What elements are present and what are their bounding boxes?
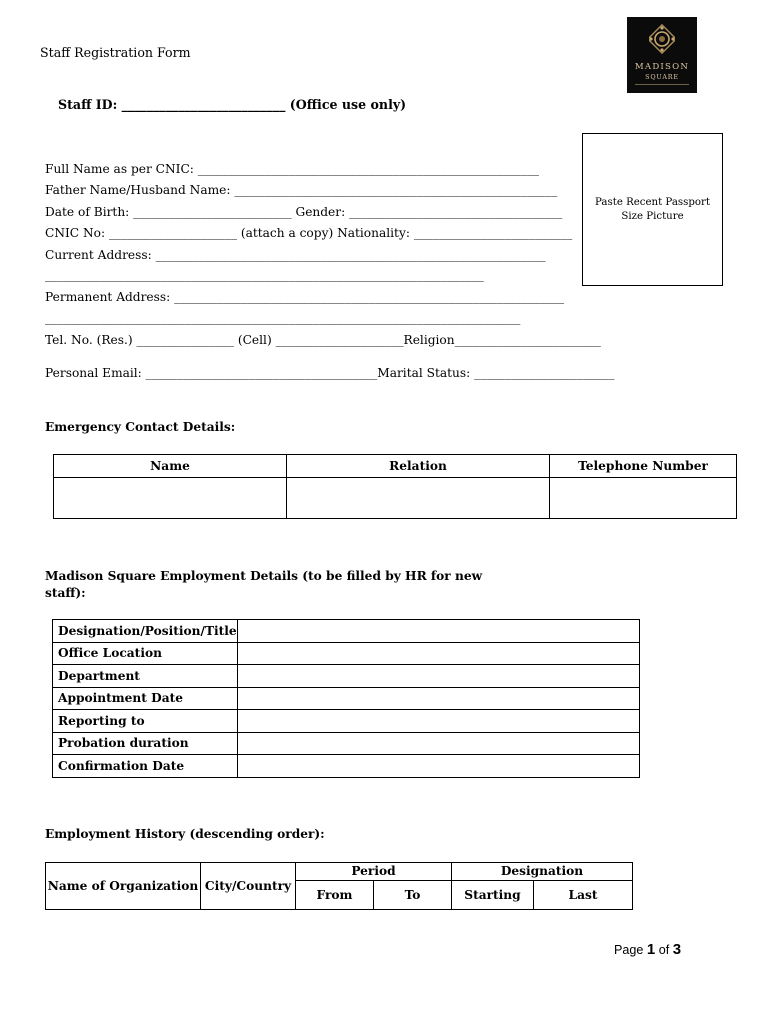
history-group-period: Period xyxy=(296,863,452,881)
page-current: 1 xyxy=(646,941,656,958)
history-heading: Employment History (descending order): xyxy=(45,827,325,841)
employment-value-cell[interactable] xyxy=(237,620,639,643)
current-address-field[interactable]: Current Address: ________________________________________________________________ xyxy=(45,248,546,262)
employment-details-table xyxy=(52,619,640,778)
logo-divider xyxy=(635,84,689,85)
employment-value-cell[interactable] xyxy=(237,710,639,733)
cnic-nationality-field[interactable]: CNIC No: _____________________ (attach a copy) Nationality: __________________________ xyxy=(45,226,573,240)
emergency-name-cell[interactable] xyxy=(54,478,287,519)
employment-heading-line1: Madison Square Employment Details (to be filled by HR for new xyxy=(45,569,483,583)
employment-label: Probation duration xyxy=(53,732,238,755)
logo-brand-text: MADISON xyxy=(634,62,690,72)
current-address-line2[interactable]: ________________________________________________________________________ xyxy=(45,268,484,282)
page-of: of xyxy=(655,943,673,957)
emergency-col-telephone: Telephone Number xyxy=(550,455,737,478)
history-col-starting: Starting xyxy=(452,880,534,909)
ornament-logo-icon xyxy=(649,24,675,58)
emergency-col-name: Name xyxy=(54,455,287,478)
employment-heading-line2: staff): xyxy=(45,586,86,600)
dob-gender-field[interactable]: Date of Birth: __________________________ Gender: ___________________________________ xyxy=(45,205,563,219)
employment-value-cell[interactable] xyxy=(237,732,639,755)
history-col-to: To xyxy=(374,880,452,909)
table-row xyxy=(53,687,640,710)
staff-id-label: Staff ID: xyxy=(58,97,118,112)
photo-box-text: Paste Recent Passport Size Picture xyxy=(595,196,710,222)
permanent-address-line2[interactable]: ______________________________________________________________________________ xyxy=(45,311,521,325)
page-total: 3 xyxy=(672,941,682,958)
permanent-address-field[interactable]: Permanent Address: ________________________________________________________________ xyxy=(45,290,565,304)
emergency-contact-table xyxy=(53,454,737,519)
table-row xyxy=(53,642,640,665)
employment-value-cell[interactable] xyxy=(237,687,639,710)
table-row xyxy=(53,665,640,688)
history-col-city: City/Country xyxy=(201,863,296,910)
employment-value-cell[interactable] xyxy=(237,665,639,688)
history-col-from: From xyxy=(296,880,374,909)
employment-label: Appointment Date xyxy=(53,687,238,710)
email-marital-field[interactable]: Personal Email: ______________________________________Marital Status: _______________________ xyxy=(45,366,615,380)
form-title: Staff Registration Form xyxy=(40,45,191,60)
history-col-organization: Name of Organization xyxy=(46,863,201,910)
emergency-relation-cell[interactable] xyxy=(287,478,550,519)
employment-label: Designation/Position/Title xyxy=(53,620,238,643)
telephone-religion-field[interactable]: Tel. No. (Res.) ________________ (Cell) _____________________Religion________________________ xyxy=(45,333,601,347)
history-group-designation: Designation xyxy=(452,863,633,881)
employment-value-cell[interactable] xyxy=(237,642,639,665)
employment-label: Department xyxy=(53,665,238,688)
table-row xyxy=(53,732,640,755)
emergency-telephone-cell[interactable] xyxy=(550,478,737,519)
table-row xyxy=(53,620,640,643)
company-logo xyxy=(627,17,697,93)
logo-sub-text: SQUARE xyxy=(645,73,679,81)
page-number xyxy=(614,941,681,958)
page-word: Page xyxy=(614,943,647,957)
full-name-field[interactable]: Full Name as per CNIC: ________________________________________________________ xyxy=(45,162,540,176)
passport-photo-box[interactable] xyxy=(582,133,723,286)
employment-label: Office Location xyxy=(53,642,238,665)
staff-id-field[interactable] xyxy=(58,97,406,112)
staff-id-note: (Office use only) xyxy=(289,97,407,112)
employment-label: Reporting to xyxy=(53,710,238,733)
emergency-heading: Emergency Contact Details: xyxy=(45,420,236,434)
father-name-field[interactable]: Father Name/Husband Name: _____________________________________________________ xyxy=(45,183,558,197)
employment-label: Confirmation Date xyxy=(53,755,238,778)
history-col-last: Last xyxy=(534,880,633,909)
staff-id-blank[interactable]: __________________________ xyxy=(117,97,286,112)
employment-value-cell[interactable] xyxy=(237,755,639,778)
employment-history-table xyxy=(45,862,633,910)
table-row xyxy=(53,755,640,778)
emergency-col-relation: Relation xyxy=(287,455,550,478)
table-row xyxy=(53,710,640,733)
